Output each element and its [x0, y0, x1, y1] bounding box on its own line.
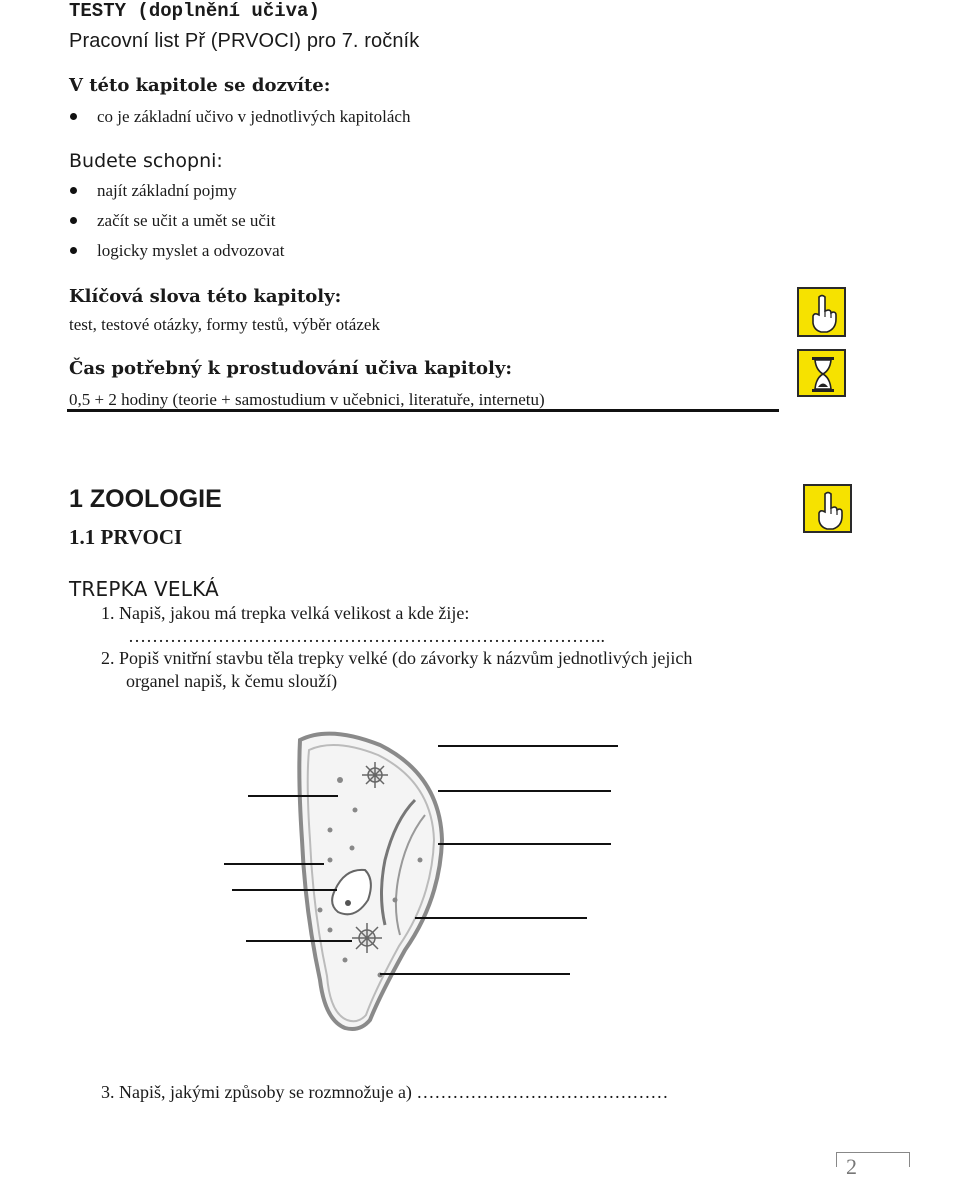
able-item-text: začít se učit a umět se učit — [97, 211, 276, 230]
bullet-icon — [70, 113, 77, 120]
contractile-vacuole — [352, 923, 382, 953]
document-subtitle: Pracovní list Př (PRVOCI) pro 7. ročník — [69, 30, 420, 52]
question-text: Napiš, jakými způsoby se rozmnožuje a) …………………………………… — [119, 1082, 669, 1102]
answer-line: …………………………………………………………………….. — [128, 626, 605, 646]
time-heading: Čas potřebný k prostudování učiva kapitoly: — [69, 358, 512, 379]
pointing-finger-icon — [797, 287, 846, 337]
able-heading: Budete schopni: — [69, 150, 223, 172]
question-3 — [101, 1082, 668, 1103]
bullet-icon — [70, 217, 77, 224]
question-1 — [101, 603, 469, 624]
able-item — [70, 211, 275, 231]
question-2-continued: organel napiš, k čemu slouží) — [126, 671, 338, 691]
question-text: Popiš vnitřní stavbu těla trepky velké (do závorky k názvům jednotlivých jejich — [119, 648, 693, 668]
paramecium-diagram — [0, 720, 960, 1050]
page-number: 2 — [846, 1154, 857, 1179]
chapter-title: 1 ZOOLOGIE — [69, 485, 222, 513]
hourglass-icon — [797, 349, 846, 397]
time-text: 0,5 + 2 hodiny (teorie + samostudium v učebnici, literatuře, internetu) — [69, 390, 545, 409]
section-title: 1.1 PRVOCI — [69, 525, 183, 549]
able-item-text: logicky myslet a odvozovat — [97, 241, 285, 260]
bullet-icon — [70, 187, 77, 194]
pointing-finger-icon — [803, 484, 852, 533]
section-divider — [67, 409, 779, 412]
question-number: 3. — [101, 1082, 115, 1102]
question-number: 2. — [101, 648, 115, 668]
able-item — [70, 241, 284, 261]
keywords-text: test, testové otázky, formy testů, výběr otázek — [69, 315, 380, 334]
learn-item-text: co je základní učivo v jednotlivých kapitolách — [97, 107, 411, 126]
learn-heading: V této kapitole se dozvíte: — [69, 75, 331, 96]
keywords-heading: Klíčová slova této kapitoly: — [69, 286, 342, 307]
question-text: Napiš, jakou má trepka velká velikost a kde žije: — [119, 603, 470, 623]
document-title: TESTY (doplnění učiva) — [69, 0, 320, 22]
able-item — [70, 181, 237, 201]
micronucleus — [345, 900, 351, 906]
learn-item — [70, 107, 410, 127]
question-2 — [101, 648, 692, 669]
bullet-icon — [70, 247, 77, 254]
able-item-text: najít základní pojmy — [97, 181, 237, 200]
topic-title: TREPKA VELKÁ — [69, 577, 219, 601]
question-number: 1. — [101, 603, 115, 623]
